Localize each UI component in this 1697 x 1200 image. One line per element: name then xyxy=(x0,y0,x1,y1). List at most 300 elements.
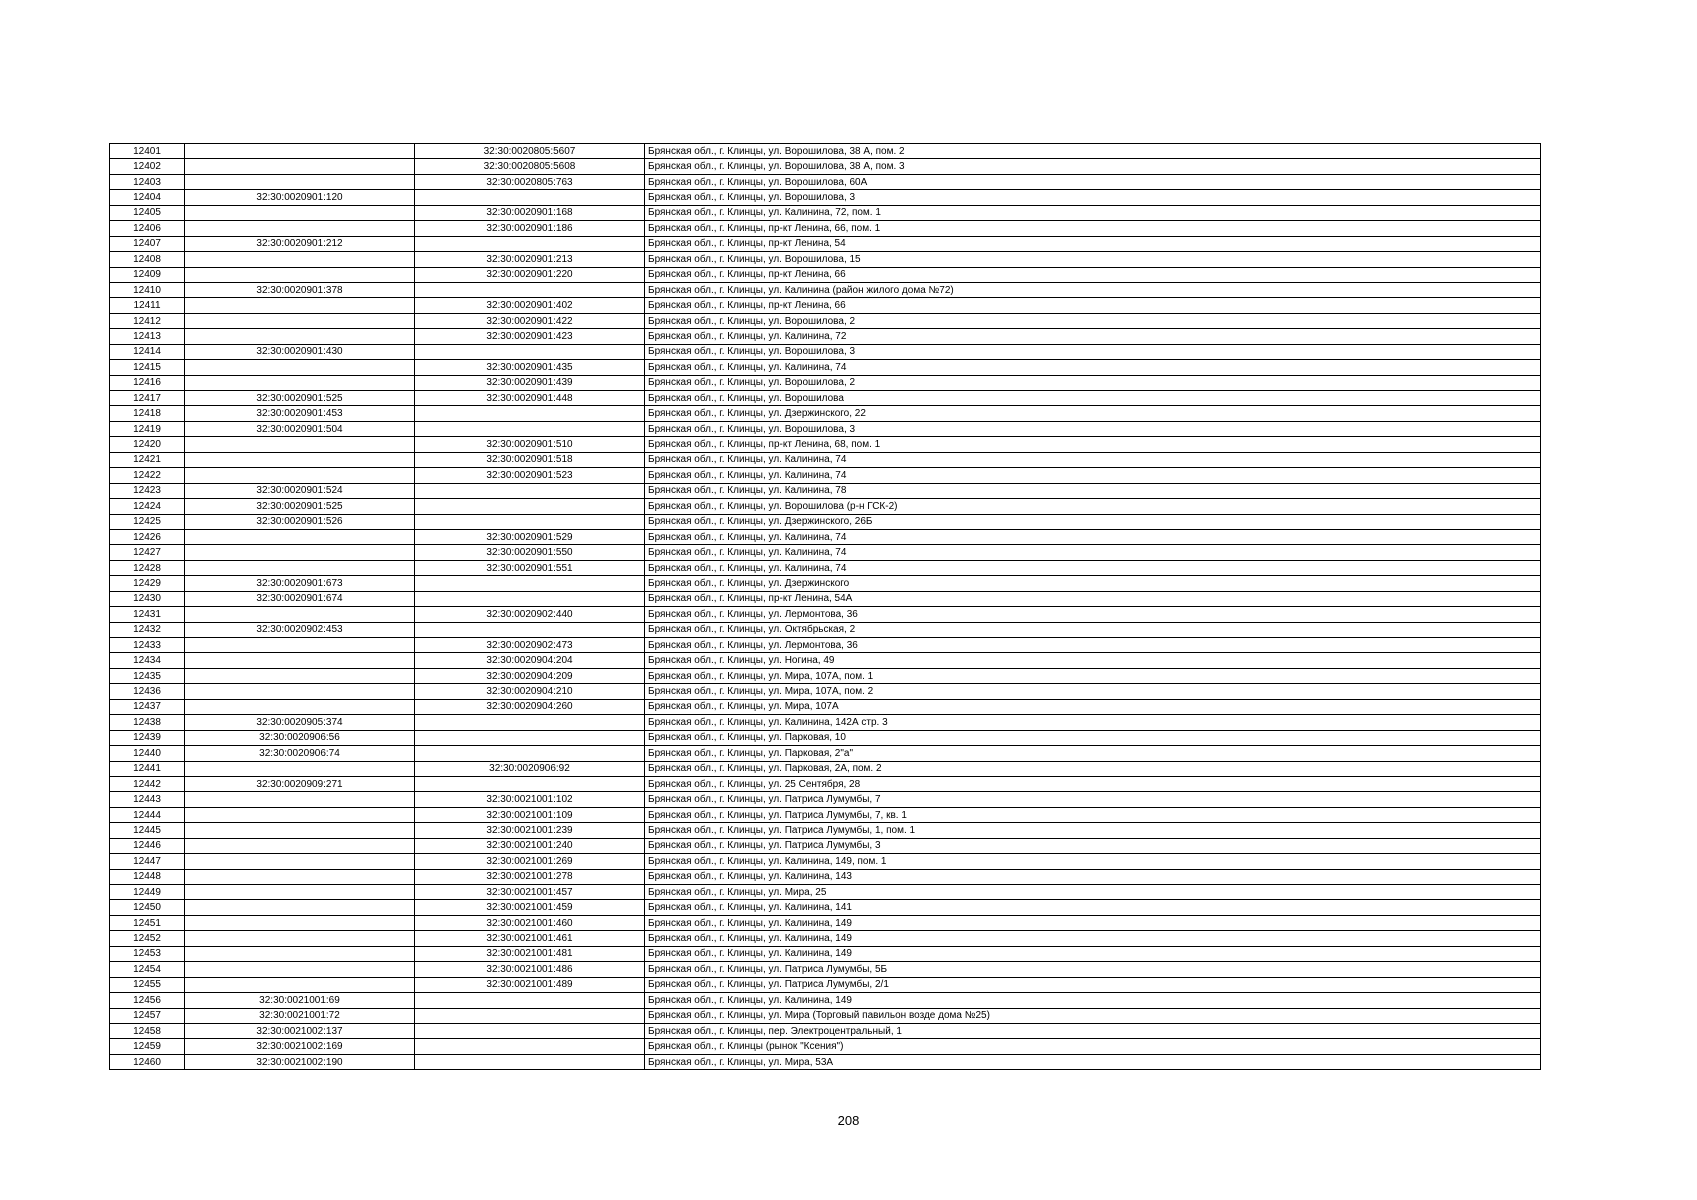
table-row xyxy=(110,900,1541,915)
land-cadastral-number-cell: 32:30:0020901:212 xyxy=(185,236,415,251)
address-cell: Брянская обл., г. Клинцы, ул. Ворошилова, 38 А, пом. 2 xyxy=(645,144,1541,159)
land-cadastral-number-cell xyxy=(185,360,415,375)
building-cadastral-number-cell: 32:30:0021001:109 xyxy=(415,807,645,822)
building-cadastral-number-cell xyxy=(415,591,645,606)
address-cell: Брянская обл., г. Клинцы, ул. Калинина, 149 xyxy=(645,946,1541,961)
land-cadastral-number-cell xyxy=(185,915,415,930)
land-cadastral-number-cell xyxy=(185,684,415,699)
table-row xyxy=(110,869,1541,884)
address-cell: Брянская обл., г. Клинцы, ул. Мира (Торговый павильон возде дома №25) xyxy=(645,1008,1541,1023)
address-cell: Брянская обл., г. Клинцы, ул. Ворошилова, 2 xyxy=(645,375,1541,390)
row-number-cell: 12423 xyxy=(110,483,185,498)
row-number-cell: 12457 xyxy=(110,1008,185,1023)
table-row xyxy=(110,514,1541,529)
table-row xyxy=(110,360,1541,375)
row-number-cell: 12443 xyxy=(110,792,185,807)
building-cadastral-number-cell: 32:30:0020901:551 xyxy=(415,560,645,575)
building-cadastral-number-cell: 32:30:0021001:269 xyxy=(415,854,645,869)
table-row xyxy=(110,653,1541,668)
building-cadastral-number-cell xyxy=(415,622,645,637)
row-number-cell: 12460 xyxy=(110,1054,185,1069)
address-cell: Брянская обл., г. Клинцы, ул. Калинина, 142А стр. 3 xyxy=(645,715,1541,730)
row-number-cell: 12458 xyxy=(110,1023,185,1038)
table-row xyxy=(110,298,1541,313)
table-row xyxy=(110,607,1541,622)
table-row xyxy=(110,638,1541,653)
row-number-cell: 12454 xyxy=(110,962,185,977)
building-cadastral-number-cell xyxy=(415,776,645,791)
address-cell: Брянская обл., г. Клинцы, ул. Парковая, 2"а" xyxy=(645,746,1541,761)
address-cell: Брянская обл., г. Клинцы, ул. Дзержинского, 22 xyxy=(645,406,1541,421)
building-cadastral-number-cell: 32:30:0021001:457 xyxy=(415,885,645,900)
row-number-cell: 12451 xyxy=(110,915,185,930)
address-cell: Брянская обл., г. Клинцы, ул. Калинина, 74 xyxy=(645,360,1541,375)
building-cadastral-number-cell: 32:30:0021001:278 xyxy=(415,869,645,884)
land-cadastral-number-cell: 32:30:0021002:137 xyxy=(185,1023,415,1038)
building-cadastral-number-cell: 32:30:0020901:168 xyxy=(415,205,645,220)
row-number-cell: 12440 xyxy=(110,746,185,761)
table-row xyxy=(110,1008,1541,1023)
address-cell: Брянская обл., г. Клинцы, ул. Калинина, 149 xyxy=(645,931,1541,946)
building-cadastral-number-cell xyxy=(415,1039,645,1054)
building-cadastral-number-cell: 32:30:0020904:204 xyxy=(415,653,645,668)
table-row xyxy=(110,252,1541,267)
land-cadastral-number-cell xyxy=(185,545,415,560)
land-cadastral-number-cell xyxy=(185,792,415,807)
table-row xyxy=(110,483,1541,498)
land-cadastral-number-cell xyxy=(185,807,415,822)
land-cadastral-number-cell: 32:30:0020902:453 xyxy=(185,622,415,637)
building-cadastral-number-cell: 32:30:0020901:422 xyxy=(415,313,645,328)
land-cadastral-number-cell: 32:30:0020901:120 xyxy=(185,190,415,205)
row-number-cell: 12425 xyxy=(110,514,185,529)
row-number-cell: 12407 xyxy=(110,236,185,251)
land-cadastral-number-cell xyxy=(185,962,415,977)
table-row xyxy=(110,668,1541,683)
table-row xyxy=(110,792,1541,807)
building-cadastral-number-cell: 32:30:0020901:435 xyxy=(415,360,645,375)
table-row xyxy=(110,174,1541,189)
building-cadastral-number-cell xyxy=(415,483,645,498)
address-cell: Брянская обл., г. Клинцы, ул. Калинина, 141 xyxy=(645,900,1541,915)
address-cell: Брянская обл., г. Клинцы, ул. Мира, 107А, пом. 1 xyxy=(645,668,1541,683)
building-cadastral-number-cell xyxy=(415,715,645,730)
table-row xyxy=(110,1039,1541,1054)
table-row xyxy=(110,329,1541,344)
land-cadastral-number-cell xyxy=(185,560,415,575)
row-number-cell: 12415 xyxy=(110,360,185,375)
building-cadastral-number-cell: 32:30:0020904:209 xyxy=(415,668,645,683)
row-number-cell: 12442 xyxy=(110,776,185,791)
address-cell: Брянская обл., г. Клинцы, пер. Электроцентральный, 1 xyxy=(645,1023,1541,1038)
row-number-cell: 12438 xyxy=(110,715,185,730)
land-cadastral-number-cell xyxy=(185,267,415,282)
building-cadastral-number-cell: 32:30:0021001:461 xyxy=(415,931,645,946)
address-cell: Брянская обл., г. Клинцы, ул. Патриса Лумумбы, 3 xyxy=(645,838,1541,853)
table-row xyxy=(110,931,1541,946)
row-number-cell: 12431 xyxy=(110,607,185,622)
land-cadastral-number-cell xyxy=(185,653,415,668)
row-number-cell: 12430 xyxy=(110,591,185,606)
table-row xyxy=(110,421,1541,436)
row-number-cell: 12441 xyxy=(110,761,185,776)
land-cadastral-number-cell xyxy=(185,375,415,390)
building-cadastral-number-cell: 32:30:0020901:518 xyxy=(415,452,645,467)
row-number-cell: 12416 xyxy=(110,375,185,390)
address-cell: Брянская обл., г. Клинцы, ул. Калинина, 74 xyxy=(645,452,1541,467)
table-row xyxy=(110,962,1541,977)
row-number-cell: 12437 xyxy=(110,699,185,714)
table-row xyxy=(110,761,1541,776)
table-row xyxy=(110,499,1541,514)
address-cell: Брянская обл., г. Клинцы, ул. Мира, 25 xyxy=(645,885,1541,900)
address-cell: Брянская обл., г. Клинцы, ул. Мира, 53А xyxy=(645,1054,1541,1069)
land-cadastral-number-cell: 32:30:0021001:72 xyxy=(185,1008,415,1023)
building-cadastral-number-cell: 32:30:0020906:92 xyxy=(415,761,645,776)
address-cell: Брянская обл., г. Клинцы, ул. Патриса Лумумбы, 7, кв. 1 xyxy=(645,807,1541,822)
row-number-cell: 12444 xyxy=(110,807,185,822)
table-row xyxy=(110,823,1541,838)
building-cadastral-number-cell: 32:30:0020901:213 xyxy=(415,252,645,267)
address-cell: Брянская обл., г. Клинцы, ул. Дзержинского, 26Б xyxy=(645,514,1541,529)
address-cell: Брянская обл., г. Клинцы, пр-кт Ленина, 66, пом. 1 xyxy=(645,221,1541,236)
address-cell: Брянская обл., г. Клинцы, пр-кт Ленина, 54А xyxy=(645,591,1541,606)
land-cadastral-number-cell xyxy=(185,205,415,220)
building-cadastral-number-cell: 32:30:0020805:763 xyxy=(415,174,645,189)
row-number-cell: 12435 xyxy=(110,668,185,683)
land-cadastral-number-cell xyxy=(185,931,415,946)
building-cadastral-number-cell: 32:30:0020901:423 xyxy=(415,329,645,344)
building-cadastral-number-cell xyxy=(415,576,645,591)
row-number-cell: 12446 xyxy=(110,838,185,853)
address-cell: Брянская обл., г. Клинцы, ул. Калинина, 78 xyxy=(645,483,1541,498)
table-row xyxy=(110,776,1541,791)
row-number-cell: 12410 xyxy=(110,282,185,297)
land-cadastral-number-cell xyxy=(185,174,415,189)
address-cell: Брянская обл., г. Клинцы, ул. Патриса Лумумбы, 5Б xyxy=(645,962,1541,977)
address-cell: Брянская обл., г. Клинцы, ул. Калинина, 149 xyxy=(645,915,1541,930)
address-cell: Брянская обл., г. Клинцы, ул. Патриса Лумумбы, 2/1 xyxy=(645,977,1541,992)
land-cadastral-number-cell: 32:30:0020901:453 xyxy=(185,406,415,421)
address-cell: Брянская обл., г. Клинцы, ул. Ногина, 49 xyxy=(645,653,1541,668)
land-cadastral-number-cell: 32:30:0020901:504 xyxy=(185,421,415,436)
row-number-cell: 12459 xyxy=(110,1039,185,1054)
land-cadastral-number-cell xyxy=(185,452,415,467)
table-row xyxy=(110,854,1541,869)
building-cadastral-number-cell: 32:30:0021001:240 xyxy=(415,838,645,853)
address-cell: Брянская обл., г. Клинцы, ул. Ворошилова, 38 А, пом. 3 xyxy=(645,159,1541,174)
row-number-cell: 12432 xyxy=(110,622,185,637)
address-cell: Брянская обл., г. Клинцы, ул. Парковая, 2А, пом. 2 xyxy=(645,761,1541,776)
address-cell: Брянская обл., г. Клинцы, ул. Калинина, 74 xyxy=(645,529,1541,544)
address-cell: Брянская обл., г. Клинцы, пр-кт Ленина, 54 xyxy=(645,236,1541,251)
table-row xyxy=(110,730,1541,745)
table-row xyxy=(110,993,1541,1008)
building-cadastral-number-cell xyxy=(415,746,645,761)
address-cell: Брянская обл., г. Клинцы, ул. Ворошилова, 2 xyxy=(645,313,1541,328)
building-cadastral-number-cell xyxy=(415,1008,645,1023)
land-cadastral-number-cell: 32:30:0020901:524 xyxy=(185,483,415,498)
row-number-cell: 12409 xyxy=(110,267,185,282)
building-cadastral-number-cell: 32:30:0021001:239 xyxy=(415,823,645,838)
address-cell: Брянская обл., г. Клинцы, ул. Ворошилова xyxy=(645,391,1541,406)
building-cadastral-number-cell: 32:30:0020901:220 xyxy=(415,267,645,282)
land-cadastral-number-cell xyxy=(185,468,415,483)
land-cadastral-number-cell xyxy=(185,823,415,838)
row-number-cell: 12434 xyxy=(110,653,185,668)
address-cell: Брянская обл., г. Клинцы, ул. Лермонтова, 36 xyxy=(645,638,1541,653)
address-cell: Брянская обл., г. Клинцы, ул. Калинина (район жилого дома №72) xyxy=(645,282,1541,297)
building-cadastral-number-cell: 32:30:0020805:5608 xyxy=(415,159,645,174)
row-number-cell: 12449 xyxy=(110,885,185,900)
building-cadastral-number-cell xyxy=(415,499,645,514)
building-cadastral-number-cell xyxy=(415,406,645,421)
building-cadastral-number-cell: 32:30:0021001:459 xyxy=(415,900,645,915)
land-cadastral-number-cell xyxy=(185,329,415,344)
land-cadastral-number-cell xyxy=(185,885,415,900)
table-row xyxy=(110,468,1541,483)
row-number-cell: 12433 xyxy=(110,638,185,653)
row-number-cell: 12420 xyxy=(110,437,185,452)
building-cadastral-number-cell: 32:30:0020901:448 xyxy=(415,391,645,406)
table-row xyxy=(110,946,1541,961)
table-row xyxy=(110,1023,1541,1038)
table-row xyxy=(110,344,1541,359)
row-number-cell: 12453 xyxy=(110,946,185,961)
table-row xyxy=(110,282,1541,297)
address-cell: Брянская обл., г. Клинцы, ул. Ворошилова (р-н ГСК-2) xyxy=(645,499,1541,514)
row-number-cell: 12447 xyxy=(110,854,185,869)
table-row xyxy=(110,452,1541,467)
building-cadastral-number-cell: 32:30:0021001:481 xyxy=(415,946,645,961)
address-cell: Брянская обл., г. Клинцы, ул. Калинина, 149 xyxy=(645,993,1541,1008)
building-cadastral-number-cell xyxy=(415,421,645,436)
land-cadastral-number-cell: 32:30:0020909:271 xyxy=(185,776,415,791)
table-row xyxy=(110,391,1541,406)
table-row xyxy=(110,221,1541,236)
address-cell: Брянская обл., г. Клинцы, ул. Калинина, 72 xyxy=(645,329,1541,344)
row-number-cell: 12414 xyxy=(110,344,185,359)
address-cell: Брянская обл., г. Клинцы, ул. Дзержинского xyxy=(645,576,1541,591)
table-row xyxy=(110,977,1541,992)
row-number-cell: 12436 xyxy=(110,684,185,699)
building-cadastral-number-cell: 32:30:0020901:439 xyxy=(415,375,645,390)
address-cell: Брянская обл., г. Клинцы, ул. Ворошилова, 3 xyxy=(645,421,1541,436)
address-cell: Брянская обл., г. Клинцы, ул. 25 Сентября, 28 xyxy=(645,776,1541,791)
land-cadastral-number-cell: 32:30:0020901:673 xyxy=(185,576,415,591)
land-cadastral-number-cell xyxy=(185,252,415,267)
address-cell: Брянская обл., г. Клинцы, ул. Калинина, 72, пом. 1 xyxy=(645,205,1541,220)
building-cadastral-number-cell xyxy=(415,282,645,297)
row-number-cell: 12413 xyxy=(110,329,185,344)
page-number: 208 xyxy=(837,1113,860,1128)
row-number-cell: 12401 xyxy=(110,144,185,159)
row-number-cell: 12406 xyxy=(110,221,185,236)
table-row xyxy=(110,144,1541,159)
address-cell: Брянская обл., г. Клинцы, ул. Ворошилова, 3 xyxy=(645,344,1541,359)
table-row xyxy=(110,885,1541,900)
row-number-cell: 12424 xyxy=(110,499,185,514)
row-number-cell: 12421 xyxy=(110,452,185,467)
building-cadastral-number-cell xyxy=(415,1054,645,1069)
land-cadastral-number-cell: 32:30:0020906:56 xyxy=(185,730,415,745)
row-number-cell: 12429 xyxy=(110,576,185,591)
table-row xyxy=(110,406,1541,421)
land-cadastral-number-cell: 32:30:0020901:674 xyxy=(185,591,415,606)
address-cell: Брянская обл., г. Клинцы, ул. Мира, 107А, пом. 2 xyxy=(645,684,1541,699)
table-row xyxy=(110,267,1541,282)
land-cadastral-number-cell xyxy=(185,159,415,174)
row-number-cell: 12428 xyxy=(110,560,185,575)
land-cadastral-number-cell xyxy=(185,946,415,961)
land-cadastral-number-cell: 32:30:0021002:190 xyxy=(185,1054,415,1069)
land-cadastral-number-cell xyxy=(185,221,415,236)
address-cell: Брянская обл., г. Клинцы, ул. Патриса Лумумбы, 1, пом. 1 xyxy=(645,823,1541,838)
row-number-cell: 12418 xyxy=(110,406,185,421)
land-cadastral-number-cell: 32:30:0021001:69 xyxy=(185,993,415,1008)
registry-table-body xyxy=(110,144,1541,1070)
land-cadastral-number-cell xyxy=(185,607,415,622)
land-cadastral-number-cell xyxy=(185,668,415,683)
land-cadastral-number-cell xyxy=(185,900,415,915)
row-number-cell: 12404 xyxy=(110,190,185,205)
table-row xyxy=(110,915,1541,930)
building-cadastral-number-cell: 32:30:0020901:523 xyxy=(415,468,645,483)
land-cadastral-number-cell: 32:30:0021002:169 xyxy=(185,1039,415,1054)
address-cell: Брянская обл., г. Клинцы, пр-кт Ленина, 66 xyxy=(645,267,1541,282)
table-row xyxy=(110,838,1541,853)
land-cadastral-number-cell xyxy=(185,529,415,544)
table-row xyxy=(110,437,1541,452)
address-cell: Брянская обл., г. Клинцы, пр-кт Ленина, 68, пом. 1 xyxy=(645,437,1541,452)
land-cadastral-number-cell: 32:30:0020901:525 xyxy=(185,499,415,514)
address-cell: Брянская обл., г. Клинцы, ул. Лермонтова, 36 xyxy=(645,607,1541,622)
row-number-cell: 12412 xyxy=(110,313,185,328)
row-number-cell: 12426 xyxy=(110,529,185,544)
building-cadastral-number-cell: 32:30:0021001:486 xyxy=(415,962,645,977)
building-cadastral-number-cell xyxy=(415,730,645,745)
address-cell: Брянская обл., г. Клинцы, ул. Ворошилова, 15 xyxy=(645,252,1541,267)
table-row xyxy=(110,205,1541,220)
row-number-cell: 12405 xyxy=(110,205,185,220)
land-cadastral-number-cell xyxy=(185,298,415,313)
land-cadastral-number-cell xyxy=(185,977,415,992)
building-cadastral-number-cell: 32:30:0020904:210 xyxy=(415,684,645,699)
land-cadastral-number-cell xyxy=(185,761,415,776)
table-row xyxy=(110,375,1541,390)
building-cadastral-number-cell xyxy=(415,993,645,1008)
address-cell: Брянская обл., г. Клинцы, ул. Калинина, 74 xyxy=(645,560,1541,575)
address-cell: Брянская обл., г. Клинцы (рынок "Ксения") xyxy=(645,1039,1541,1054)
land-cadastral-number-cell: 32:30:0020905:374 xyxy=(185,715,415,730)
row-number-cell: 12450 xyxy=(110,900,185,915)
building-cadastral-number-cell xyxy=(415,1023,645,1038)
row-number-cell: 12403 xyxy=(110,174,185,189)
land-cadastral-number-cell: 32:30:0020906:74 xyxy=(185,746,415,761)
land-cadastral-number-cell: 32:30:0020901:526 xyxy=(185,514,415,529)
table-row xyxy=(110,576,1541,591)
table-row xyxy=(110,622,1541,637)
row-number-cell: 12445 xyxy=(110,823,185,838)
row-number-cell: 12456 xyxy=(110,993,185,1008)
table-row xyxy=(110,236,1541,251)
address-cell: Брянская обл., г. Клинцы, ул. Калинина, 74 xyxy=(645,545,1541,560)
building-cadastral-number-cell: 32:30:0021001:102 xyxy=(415,792,645,807)
land-cadastral-number-cell xyxy=(185,854,415,869)
building-cadastral-number-cell xyxy=(415,236,645,251)
address-cell: Брянская обл., г. Клинцы, ул. Парковая, 10 xyxy=(645,730,1541,745)
building-cadastral-number-cell xyxy=(415,514,645,529)
row-number-cell: 12411 xyxy=(110,298,185,313)
row-number-cell: 12417 xyxy=(110,391,185,406)
address-cell: Брянская обл., г. Клинцы, ул. Калинина, 74 xyxy=(645,468,1541,483)
land-cadastral-number-cell xyxy=(185,869,415,884)
building-cadastral-number-cell: 32:30:0020901:510 xyxy=(415,437,645,452)
address-cell: Брянская обл., г. Клинцы, ул. Мира, 107А xyxy=(645,699,1541,714)
table-row xyxy=(110,1054,1541,1069)
table-row xyxy=(110,591,1541,606)
land-cadastral-number-cell: 32:30:0020901:430 xyxy=(185,344,415,359)
row-number-cell: 12455 xyxy=(110,977,185,992)
table-row xyxy=(110,684,1541,699)
land-cadastral-number-cell: 32:30:0020901:525 xyxy=(185,391,415,406)
row-number-cell: 12408 xyxy=(110,252,185,267)
building-cadastral-number-cell: 32:30:0020902:473 xyxy=(415,638,645,653)
table-row xyxy=(110,529,1541,544)
table-row xyxy=(110,715,1541,730)
land-cadastral-number-cell xyxy=(185,437,415,452)
row-number-cell: 12402 xyxy=(110,159,185,174)
address-cell: Брянская обл., г. Клинцы, ул. Ворошилова, 60А xyxy=(645,174,1541,189)
address-cell: Брянская обл., г. Клинцы, ул. Патриса Лумумбы, 7 xyxy=(645,792,1541,807)
address-cell: Брянская обл., г. Клинцы, ул. Калинина, 143 xyxy=(645,869,1541,884)
row-number-cell: 12452 xyxy=(110,931,185,946)
address-cell: Брянская обл., г. Клинцы, ул. Октябрьская, 2 xyxy=(645,622,1541,637)
row-number-cell: 12422 xyxy=(110,468,185,483)
table-row xyxy=(110,159,1541,174)
address-cell: Брянская обл., г. Клинцы, пр-кт Ленина, 66 xyxy=(645,298,1541,313)
building-cadastral-number-cell: 32:30:0020904:260 xyxy=(415,699,645,714)
table-row xyxy=(110,545,1541,560)
building-cadastral-number-cell xyxy=(415,344,645,359)
row-number-cell: 12419 xyxy=(110,421,185,436)
building-cadastral-number-cell: 32:30:0020901:402 xyxy=(415,298,645,313)
table-row xyxy=(110,807,1541,822)
table-row xyxy=(110,746,1541,761)
building-cadastral-number-cell: 32:30:0020901:186 xyxy=(415,221,645,236)
building-cadastral-number-cell: 32:30:0020902:440 xyxy=(415,607,645,622)
building-cadastral-number-cell: 32:30:0021001:460 xyxy=(415,915,645,930)
land-cadastral-number-cell xyxy=(185,838,415,853)
table-row xyxy=(110,190,1541,205)
land-cadastral-number-cell xyxy=(185,638,415,653)
building-cadastral-number-cell: 32:30:0021001:489 xyxy=(415,977,645,992)
building-cadastral-number-cell: 32:30:0020901:550 xyxy=(415,545,645,560)
land-cadastral-number-cell xyxy=(185,144,415,159)
building-cadastral-number-cell: 32:30:0020901:529 xyxy=(415,529,645,544)
land-cadastral-number-cell xyxy=(185,699,415,714)
address-cell: Брянская обл., г. Клинцы, ул. Калинина, 149, пом. 1 xyxy=(645,854,1541,869)
building-cadastral-number-cell xyxy=(415,190,645,205)
row-number-cell: 12427 xyxy=(110,545,185,560)
address-cell: Брянская обл., г. Клинцы, ул. Ворошилова, 3 xyxy=(645,190,1541,205)
row-number-cell: 12439 xyxy=(110,730,185,745)
table-row xyxy=(110,699,1541,714)
land-cadastral-number-cell: 32:30:0020901:378 xyxy=(185,282,415,297)
land-cadastral-number-cell xyxy=(185,313,415,328)
table-row xyxy=(110,313,1541,328)
building-cadastral-number-cell: 32:30:0020805:5607 xyxy=(415,144,645,159)
